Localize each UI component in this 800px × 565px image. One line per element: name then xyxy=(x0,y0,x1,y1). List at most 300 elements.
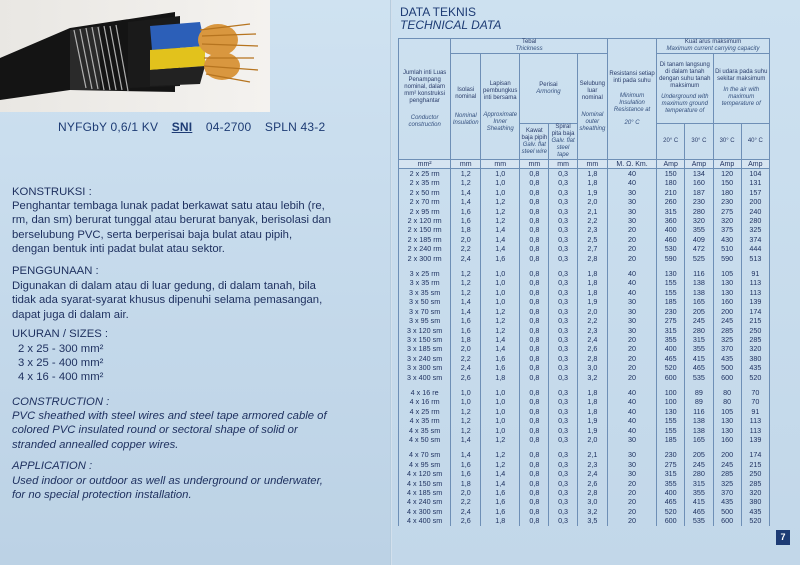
table-cell: 280 xyxy=(741,216,769,225)
table-cell: 155 xyxy=(657,278,685,287)
table-cell: 4 x 95 sm xyxy=(399,460,451,469)
table-cell: 460 xyxy=(657,235,685,244)
table-cell: 0,8 xyxy=(520,416,549,425)
table-cell: 1,8 xyxy=(577,178,607,187)
table-cell: 415 xyxy=(685,497,713,506)
table-cell: 4 x 35 rm xyxy=(399,416,451,425)
table-cell: 100 xyxy=(657,397,685,406)
table-cell: 20 xyxy=(607,497,656,506)
table-cell: 245 xyxy=(685,316,713,325)
table-cell: 4 x 240 sm xyxy=(399,497,451,506)
table-cell: 130 xyxy=(713,288,741,297)
table-cell: 2,2 xyxy=(577,316,607,325)
unit-cell: Amp xyxy=(741,160,769,169)
konstruksi-text xyxy=(12,199,331,256)
table-cell: 2 x 150 rm xyxy=(399,225,451,234)
table-cell: 0,3 xyxy=(549,178,577,187)
table-cell: 1,6 xyxy=(451,216,481,225)
table-cell: 1,2 xyxy=(451,278,481,287)
table-cell: 535 xyxy=(685,516,713,525)
table-cell: 0,3 xyxy=(549,435,577,444)
table-cell: 3 x 70 sm xyxy=(399,307,451,316)
table-cell: 1,4 xyxy=(451,435,481,444)
table-row xyxy=(399,178,770,187)
table-row xyxy=(399,488,770,497)
table-cell: 520 xyxy=(657,507,685,516)
table-cell: 280 xyxy=(685,469,713,478)
table-cell: 590 xyxy=(657,254,685,263)
table-cell: 2,6 xyxy=(451,516,481,525)
table-cell: 355 xyxy=(685,344,713,353)
header-conductor-en: Conductor construction xyxy=(408,114,441,128)
table-cell: 0,3 xyxy=(549,244,577,253)
size-item: 3 x 25 - 400 mm² xyxy=(18,357,104,369)
header-outer-sheath-en: Nominal outer sheathing xyxy=(579,111,606,132)
header-inner-sheath-en: Approximate Inner Sheathing xyxy=(483,111,518,132)
header-thickness xyxy=(451,39,608,54)
table-cell: 2,0 xyxy=(451,488,481,497)
table-cell: 0,8 xyxy=(520,197,549,206)
table-cell: 40 xyxy=(607,288,656,297)
table-cell: 138 xyxy=(685,416,713,425)
table-cell: 2,6 xyxy=(577,344,607,353)
table-cell: 2,3 xyxy=(577,225,607,234)
table-cell: 1,2 xyxy=(451,426,481,435)
table-cell: 325 xyxy=(713,335,741,344)
table-cell: 0,8 xyxy=(520,225,549,234)
header-temp: 30° C xyxy=(713,124,741,160)
table-cell: 315 xyxy=(657,469,685,478)
table-cell: 0,8 xyxy=(520,479,549,488)
table-cell: 1,4 xyxy=(481,244,520,253)
table-cell: 30 xyxy=(607,197,656,206)
table-cell: 0,3 xyxy=(549,235,577,244)
construction-text xyxy=(12,409,327,452)
table-cell: 130 xyxy=(713,278,741,287)
sni-number: 04-2700 xyxy=(205,120,252,134)
table-cell: 0,8 xyxy=(520,407,549,416)
table-cell: 187 xyxy=(685,188,713,197)
table-cell: 1,2 xyxy=(451,407,481,416)
left-page xyxy=(0,0,392,565)
table-cell: 1,6 xyxy=(451,326,481,335)
penggunaan-line: tidak ada syarat-syarat khusus dipenuhi selama pemasangan, xyxy=(12,294,323,307)
header-armoring-en: Armoring xyxy=(536,88,561,95)
table-cell: 0,8 xyxy=(520,307,549,316)
table-cell: 280 xyxy=(685,207,713,216)
title-english: TECHNICAL DATA xyxy=(400,18,502,32)
table-cell: 2 x 185 rm xyxy=(399,235,451,244)
table-cell: 138 xyxy=(685,278,713,287)
table-cell: 1,0 xyxy=(481,278,520,287)
table-cell: 1,8 xyxy=(451,479,481,488)
table-cell: 91 xyxy=(741,407,769,416)
table-cell: 1,0 xyxy=(481,297,520,306)
table-cell: 285 xyxy=(713,326,741,335)
header-conductor xyxy=(399,39,451,160)
table-cell: 0,8 xyxy=(520,316,549,325)
table-row xyxy=(399,516,770,525)
table-cell: 2,4 xyxy=(577,469,607,478)
table-cell: 4 x 70 sm xyxy=(399,450,451,459)
table-cell: 355 xyxy=(657,479,685,488)
unit-cell: mm xyxy=(520,160,549,169)
table-cell: 0,8 xyxy=(520,426,549,435)
table-cell: 160 xyxy=(713,297,741,306)
table-cell: 30 xyxy=(607,460,656,469)
table-cell: 20 xyxy=(607,363,656,372)
penggunaan-heading: PENGGUNAAN : xyxy=(12,265,99,277)
table-cell: 435 xyxy=(713,497,741,506)
table-cell: 375 xyxy=(713,225,741,234)
table-cell: 275 xyxy=(657,460,685,469)
table-cell: 4 x 120 sm xyxy=(399,469,451,478)
table-cell: 3 x 150 sm xyxy=(399,335,451,344)
table-cell: 1,8 xyxy=(481,373,520,382)
header-galv-wire-en: Galv. flat steel wire xyxy=(521,141,548,155)
table-cell: 0,8 xyxy=(520,397,549,406)
table-cell: 1,2 xyxy=(481,207,520,216)
table-cell: 600 xyxy=(657,373,685,382)
table-cell: 0,8 xyxy=(520,488,549,497)
table-cell: 1,8 xyxy=(577,288,607,297)
table-cell: 472 xyxy=(685,244,713,253)
table-cell: 1,6 xyxy=(481,354,520,363)
table-cell: 0,8 xyxy=(520,216,549,225)
table-cell: 430 xyxy=(713,235,741,244)
table-cell: 2 x 70 rm xyxy=(399,197,451,206)
table-cell: 1,2 xyxy=(451,169,481,179)
table-cell: 113 xyxy=(741,416,769,425)
header-in-air xyxy=(713,54,770,124)
table-cell: 30 xyxy=(607,450,656,459)
table-cell: 3 x 50 sm xyxy=(399,297,451,306)
table-cell: 320 xyxy=(685,216,713,225)
header-outer-sheath xyxy=(577,54,607,160)
table-cell: 150 xyxy=(657,169,685,179)
table-cell: 1,2 xyxy=(481,216,520,225)
table-cell: 104 xyxy=(741,169,769,179)
header-insulation xyxy=(451,54,481,160)
table-cell: 0,8 xyxy=(520,244,549,253)
technical-data-table xyxy=(398,38,770,526)
table-cell: 80 xyxy=(713,397,741,406)
table-cell: 0,3 xyxy=(549,278,577,287)
table-cell: 40 xyxy=(607,397,656,406)
table-cell: 415 xyxy=(685,354,713,363)
table-cell: 245 xyxy=(713,316,741,325)
table-row xyxy=(399,197,770,206)
table-cell: 139 xyxy=(741,297,769,306)
table-cell: 3 x 25 rm xyxy=(399,269,451,278)
table-cell: 113 xyxy=(741,426,769,435)
table-cell: 2,4 xyxy=(451,363,481,372)
table-cell: 0,8 xyxy=(520,354,549,363)
table-cell: 1,0 xyxy=(481,407,520,416)
table-row xyxy=(399,373,770,382)
table-cell: 230 xyxy=(657,307,685,316)
table-cell: 40 xyxy=(607,416,656,425)
table-cell: 130 xyxy=(657,407,685,416)
table-cell: 1,2 xyxy=(481,326,520,335)
table-cell: 1,9 xyxy=(577,416,607,425)
table-cell: 0,3 xyxy=(549,326,577,335)
table-cell: 1,2 xyxy=(451,288,481,297)
table-row xyxy=(399,235,770,244)
table-cell: 20 xyxy=(607,235,656,244)
table-cell: 160 xyxy=(685,178,713,187)
header-underground-en: Underground with maximum ground temperature of xyxy=(661,94,709,114)
construction-line: colored PVC insulated round or sectoral shape of solid or xyxy=(12,424,298,437)
unit-cell: mm xyxy=(451,160,481,169)
table-cell: 1,6 xyxy=(481,507,520,516)
table-cell: 0,3 xyxy=(549,225,577,234)
table-cell: 2,2 xyxy=(451,497,481,506)
table-cell: 1,6 xyxy=(451,469,481,478)
table-cell: 2,8 xyxy=(577,354,607,363)
table-cell: 3,0 xyxy=(577,497,607,506)
konstruksi-line: dengan bentuk inti padat bulat atau sektor. xyxy=(12,242,225,255)
unit-cell: Amp xyxy=(685,160,713,169)
table-cell: 1,4 xyxy=(481,235,520,244)
header-armoring-id: Perisai xyxy=(539,81,558,88)
table-cell: 513 xyxy=(741,254,769,263)
table-cell: 380 xyxy=(741,497,769,506)
table-row xyxy=(399,354,770,363)
table-cell: 320 xyxy=(741,488,769,497)
table-cell: 150 xyxy=(713,178,741,187)
table-body xyxy=(399,169,770,526)
header-resistance-en: Minimum Insulation Resistance at xyxy=(613,93,651,113)
konstruksi-line: Penghantar tembaga lunak padat berkawat satu atau lebih (re, xyxy=(12,200,325,212)
table-cell: 30 xyxy=(607,469,656,478)
table-cell: 200 xyxy=(713,307,741,316)
cable-code: NYFGbY 0,6/1 KV xyxy=(58,120,159,134)
table-row xyxy=(399,244,770,253)
header-insulation-en: Nominal Insulation xyxy=(452,112,479,126)
table-cell: 2,3 xyxy=(577,460,607,469)
table-cell: 0,3 xyxy=(549,316,577,325)
table-cell: 174 xyxy=(741,307,769,316)
table-cell: 435 xyxy=(741,363,769,372)
table-cell: 2,6 xyxy=(451,373,481,382)
table-cell: 409 xyxy=(685,235,713,244)
table-cell: 20 xyxy=(607,244,656,253)
table-cell: 1,6 xyxy=(451,316,481,325)
table-row xyxy=(399,416,770,425)
table-cell: 0,3 xyxy=(549,344,577,353)
table-row xyxy=(399,269,770,278)
table-cell: 374 xyxy=(741,235,769,244)
table-cell: 0,3 xyxy=(549,297,577,306)
table-cell: 40 xyxy=(607,426,656,435)
table-row xyxy=(399,316,770,325)
header-galv-tape-en: Galv. flat steel tape xyxy=(551,138,575,158)
unit-cell: Amp xyxy=(657,160,685,169)
table-cell: 250 xyxy=(741,469,769,478)
table-row xyxy=(399,326,770,335)
table-cell: 0,3 xyxy=(549,497,577,506)
table-cell: 1,2 xyxy=(481,197,520,206)
table-cell: 4 x 300 sm xyxy=(399,507,451,516)
table-row xyxy=(399,288,770,297)
table-cell: 20 xyxy=(607,488,656,497)
ukuran-heading: UKURAN / SIZES : xyxy=(12,328,109,340)
table-cell: 444 xyxy=(741,244,769,253)
table-row xyxy=(399,388,770,397)
table-cell: 1,8 xyxy=(577,269,607,278)
table-cell: 0,8 xyxy=(520,507,549,516)
table-cell: 3,2 xyxy=(577,507,607,516)
table-cell: 20 xyxy=(607,479,656,488)
table-cell: 2 x 95 rm xyxy=(399,207,451,216)
sni-mark: SNI xyxy=(171,120,193,134)
table-row xyxy=(399,207,770,216)
table-cell: 0,8 xyxy=(520,297,549,306)
title-indonesian: DATA TEKNIS xyxy=(400,5,477,19)
table-cell: 0,8 xyxy=(520,269,549,278)
table-cell: 245 xyxy=(685,460,713,469)
table-cell: 0,3 xyxy=(549,363,577,372)
table-cell: 1,4 xyxy=(481,335,520,344)
table-cell: 116 xyxy=(685,407,713,416)
table-cell: 520 xyxy=(657,363,685,372)
application-line: Used indoor or outdoor as well as underground or underwater, xyxy=(12,475,323,487)
table-cell: 20 xyxy=(607,335,656,344)
table-cell: 100 xyxy=(657,388,685,397)
table-cell: 0,3 xyxy=(549,335,577,344)
table-cell: 2,4 xyxy=(451,254,481,263)
table-cell: 1,4 xyxy=(451,297,481,306)
table-cell: 2,1 xyxy=(577,207,607,216)
table-cell: 2,2 xyxy=(451,354,481,363)
table-cell: 510 xyxy=(713,244,741,253)
table-cell: 4 x 25 rm xyxy=(399,407,451,416)
table-cell: 1,4 xyxy=(481,344,520,353)
table-cell: 1,8 xyxy=(577,388,607,397)
table-cell: 2,7 xyxy=(577,244,607,253)
table-cell: 0,3 xyxy=(549,354,577,363)
table-cell: 400 xyxy=(657,344,685,353)
table-cell: 1,6 xyxy=(481,363,520,372)
technical-data-title xyxy=(400,6,501,32)
table-cell: 116 xyxy=(685,269,713,278)
table-cell: 2 x 50 rm xyxy=(399,188,451,197)
table-cell: 370 xyxy=(713,344,741,353)
table-cell: 20 xyxy=(607,516,656,525)
header-underground xyxy=(657,54,713,124)
table-cell: 1,4 xyxy=(451,307,481,316)
table-cell: 315 xyxy=(685,335,713,344)
table-cell: 30 xyxy=(607,188,656,197)
table-cell: 138 xyxy=(685,288,713,297)
table-cell: 0,3 xyxy=(549,269,577,278)
table-cell: 120 xyxy=(713,169,741,179)
table-cell: 2,0 xyxy=(577,197,607,206)
table-cell: 0,3 xyxy=(549,397,577,406)
table-cell: 2,6 xyxy=(577,479,607,488)
table-cell: 1,6 xyxy=(451,207,481,216)
table-cell: 30 xyxy=(607,307,656,316)
table-row xyxy=(399,407,770,416)
table-cell: 2,0 xyxy=(451,344,481,353)
table-cell: 185 xyxy=(657,297,685,306)
table-cell: 1,9 xyxy=(577,426,607,435)
table-row xyxy=(399,450,770,459)
table-cell: 280 xyxy=(685,326,713,335)
table-cell: 0,8 xyxy=(520,169,549,179)
table-cell: 0,8 xyxy=(520,373,549,382)
table-cell: 2,5 xyxy=(577,235,607,244)
table-cell: 0,8 xyxy=(520,450,549,459)
table-row xyxy=(399,225,770,234)
sizes-list xyxy=(18,342,103,384)
table-cell: 355 xyxy=(657,335,685,344)
cable-photo xyxy=(0,0,270,112)
unit-cell: mm xyxy=(549,160,577,169)
table-cell: 1,6 xyxy=(481,497,520,506)
table-cell: 20 xyxy=(607,225,656,234)
table-cell: 600 xyxy=(657,516,685,525)
table-cell: 4 x 400 sm xyxy=(399,516,451,525)
penggunaan-text xyxy=(12,279,322,322)
table-cell: 0,8 xyxy=(520,516,549,525)
table-cell: 0,3 xyxy=(549,516,577,525)
table-cell: 30 xyxy=(607,297,656,306)
table-cell: 130 xyxy=(713,416,741,425)
table-cell: 0,3 xyxy=(549,207,577,216)
table-cell: 131 xyxy=(741,178,769,187)
table-cell: 325 xyxy=(713,479,741,488)
table-cell: 180 xyxy=(713,188,741,197)
table-cell: 1,2 xyxy=(451,269,481,278)
table-cell: 500 xyxy=(713,507,741,516)
table-cell: 355 xyxy=(685,225,713,234)
table-cell: 355 xyxy=(685,488,713,497)
table-cell: 465 xyxy=(685,507,713,516)
table-cell: 2,8 xyxy=(577,254,607,263)
table-cell: 465 xyxy=(657,497,685,506)
construction-heading: CONSTRUCTION : xyxy=(12,396,110,408)
table-cell: 30 xyxy=(607,326,656,335)
header-current xyxy=(657,39,770,54)
table-cell: 1,8 xyxy=(577,397,607,406)
header-galv-tape-id: Spiral pita baja xyxy=(551,124,575,137)
table-cell: 465 xyxy=(685,363,713,372)
table-cell: 1,2 xyxy=(481,450,520,459)
table-cell: 3 x 35 rm xyxy=(399,278,451,287)
table-cell: 40 xyxy=(607,407,656,416)
table-cell: 230 xyxy=(657,450,685,459)
table-cell: 165 xyxy=(685,297,713,306)
table-cell: 1,2 xyxy=(481,316,520,325)
table-cell: 20 xyxy=(607,354,656,363)
table-cell: 4 x 16 re xyxy=(399,388,451,397)
table-cell: 2,0 xyxy=(451,235,481,244)
table-cell: 0,8 xyxy=(520,278,549,287)
header-galv-tape xyxy=(549,124,577,160)
table-cell: 400 xyxy=(657,488,685,497)
table-cell: 40 xyxy=(607,278,656,287)
table-cell: 174 xyxy=(741,450,769,459)
header-resistance xyxy=(607,39,656,160)
table-cell: 4 x 185 sm xyxy=(399,488,451,497)
table-row xyxy=(399,335,770,344)
size-item: 2 x 25 - 300 mm² xyxy=(18,343,104,355)
table-cell: 215 xyxy=(741,460,769,469)
header-inner-sheath-id: Lapisan pembungkus inti bersama xyxy=(483,80,518,101)
table-row xyxy=(399,297,770,306)
